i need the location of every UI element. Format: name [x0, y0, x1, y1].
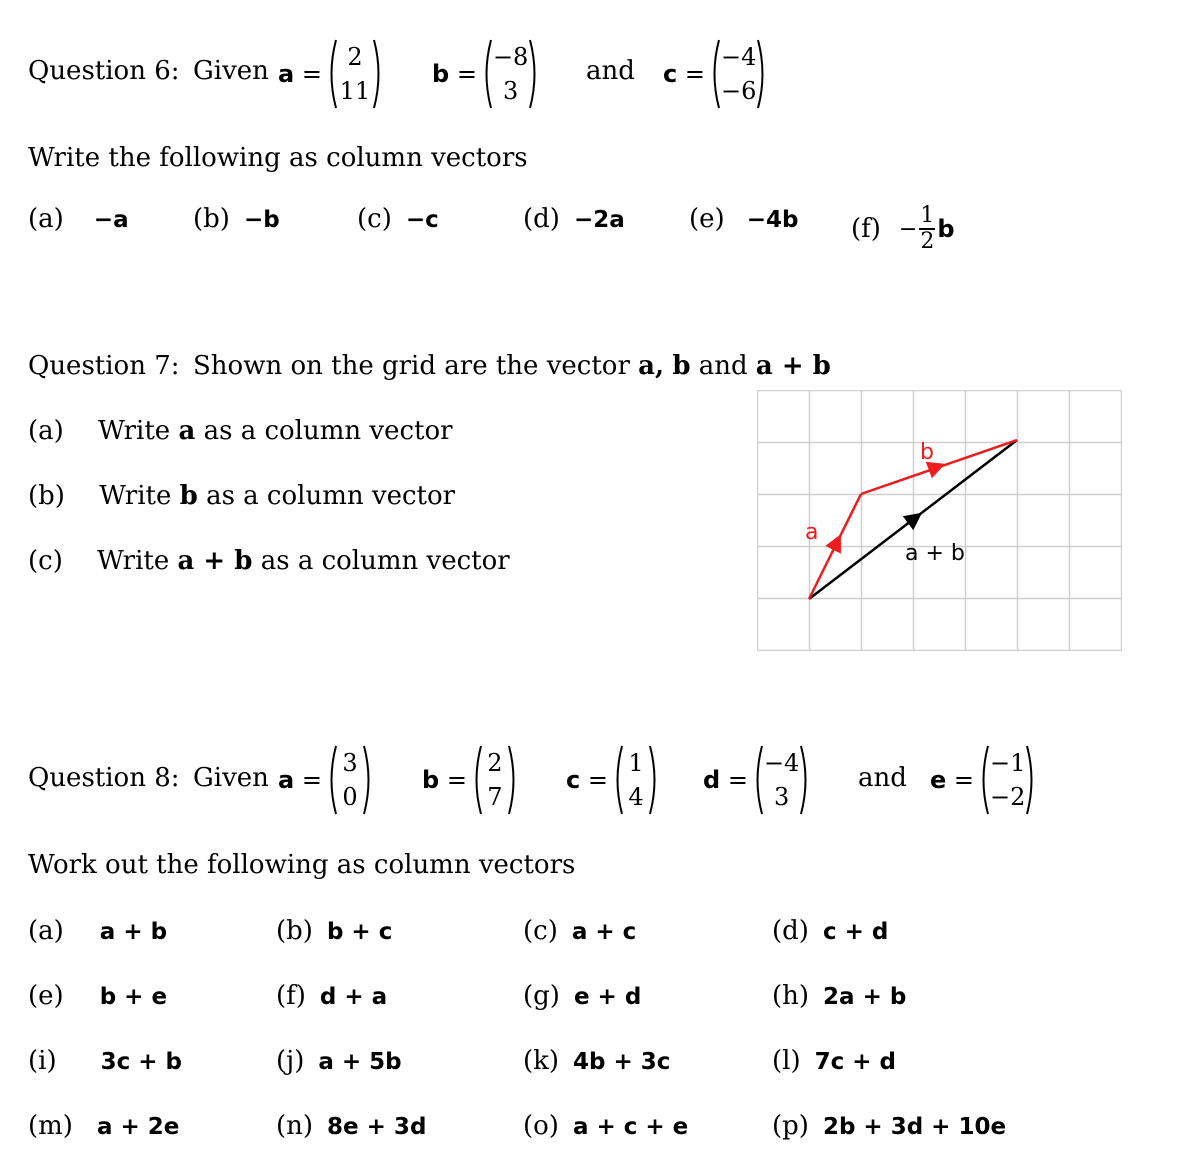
q8-vector-c-bottom: 4 — [628, 783, 644, 811]
q6-vector-c-top: −4 — [720, 43, 757, 71]
q8-part-label: (e) — [28, 981, 64, 1011]
q8-vector-e-name: e — [930, 766, 947, 794]
q6-vector-a-name: a — [278, 60, 295, 88]
left-paren-icon — [612, 744, 624, 816]
q8-part-h — [772, 981, 906, 1011]
q8-vector-e-bottom: −2 — [990, 783, 1026, 811]
q6-part-f-fraction — [919, 204, 935, 254]
left-paren-icon — [471, 744, 483, 816]
q6-part-f-minus: − — [898, 216, 918, 242]
q8-part-expr: c + d — [822, 919, 889, 945]
q6-vector-b: b = −8 3 — [432, 38, 540, 110]
q8-part-d — [772, 916, 888, 946]
q8-vector-b-top: 2 — [487, 749, 503, 777]
q8-vector-c: c = 1 4 — [566, 744, 660, 816]
q6-part-expr: −4b — [746, 207, 799, 233]
right-paren-icon — [1025, 744, 1037, 816]
q7-statement-text: Shown on the grid are the vector — [193, 351, 630, 381]
q7-statement-b: b — [672, 351, 691, 381]
q7-statement-ab: a + b — [755, 351, 831, 381]
q8-part-j — [276, 1046, 402, 1076]
q6-given: Given — [193, 56, 269, 86]
q6-part-expr: −a — [93, 207, 129, 233]
q8-part-label: (a) — [28, 916, 64, 946]
q8-vector-e-top: −1 — [990, 749, 1026, 777]
q7-part-post: as a column vector — [206, 481, 456, 511]
q6-part-a — [28, 204, 129, 234]
q8-vector-e: e = −1 −2 — [930, 744, 1037, 816]
q8-part-expr: a + c + e — [572, 1114, 689, 1140]
right-paren-icon — [799, 744, 811, 816]
q6-part-d — [523, 204, 625, 234]
q8-vector-a-name: a — [278, 766, 295, 794]
q8-title: Question 8: — [28, 763, 180, 793]
q8-vector-a-top: 3 — [342, 749, 358, 777]
q6-part-label: (b) — [193, 204, 230, 234]
vector-a-plus-b-label: a + b — [905, 541, 965, 566]
q8-vector-b: b = 2 7 — [422, 744, 519, 816]
q8-and: and — [858, 763, 907, 793]
q6-part-label: (d) — [523, 204, 560, 234]
q7-part-bold: a + b — [177, 546, 253, 576]
right-paren-icon — [507, 744, 519, 816]
q8-part-l — [772, 1046, 896, 1076]
q8-part-label: (d) — [772, 916, 809, 946]
q7-part-a — [28, 416, 453, 446]
q8-part-label: (g) — [523, 981, 560, 1011]
fraction-numerator: 1 — [920, 203, 935, 228]
q8-part-expr: b + c — [326, 919, 393, 945]
q8-part-expr: 2b + 3d + 10e — [822, 1114, 1007, 1140]
q7-part-bold: b — [179, 481, 198, 511]
q6-vector-b-top: −8 — [492, 43, 529, 71]
q6-part-label: (e) — [689, 204, 725, 234]
q8-vector-c-name: c — [566, 766, 581, 794]
q8-part-expr: 7c + d — [814, 1049, 896, 1075]
q6-part-label: (f) — [851, 214, 881, 244]
q8-part-expr: 4b + 3c — [573, 1049, 671, 1075]
q8-part-g — [523, 981, 641, 1011]
q7-part-label: (b) — [28, 481, 65, 511]
q8-part-a — [28, 916, 167, 946]
vector-b-line — [861, 440, 1017, 494]
q8-part-expr: 3c + b — [100, 1049, 182, 1075]
q8-vector-a: a = 3 0 — [278, 744, 374, 816]
q8-part-e — [28, 981, 167, 1011]
q8-vector-c-top: 1 — [628, 749, 644, 777]
q8-vector-a-bottom: 0 — [342, 783, 358, 811]
q6-instruction: Write the following as column vectors — [28, 143, 528, 173]
left-paren-icon — [326, 744, 338, 816]
q8-part-label: (m) — [28, 1111, 73, 1141]
q6-part-expr: b — [937, 215, 955, 243]
q6-part-expr: −c — [405, 207, 439, 233]
q8-vector-b-name: b — [422, 766, 440, 794]
left-paren-icon — [481, 38, 493, 110]
q8-part-label: (l) — [772, 1046, 801, 1076]
right-paren-icon — [362, 744, 374, 816]
q8-part-k — [523, 1046, 670, 1076]
q6-part-c — [357, 204, 439, 234]
q6-title: Question 6: — [28, 56, 180, 86]
q8-part-label: (i) — [28, 1046, 57, 1076]
q8-given: Given — [193, 763, 269, 793]
right-paren-icon — [528, 38, 540, 110]
q7-part-pre: Write — [99, 481, 172, 511]
vector-grid-diagram — [757, 390, 1122, 651]
q8-vector-d-bottom: 3 — [773, 783, 790, 811]
q7-part-post: as a column vector — [260, 546, 510, 576]
q8-part-m — [28, 1111, 179, 1141]
q6-vector-a-top: 2 — [347, 43, 363, 71]
q6-part-b — [193, 204, 280, 234]
q6-vector-a: a = 2 11 — [278, 38, 384, 110]
q7-statement — [193, 351, 831, 381]
q8-part-f — [276, 981, 387, 1011]
q6-part-f — [851, 204, 955, 254]
q8-part-c — [523, 916, 636, 946]
q8-part-label: (k) — [523, 1046, 560, 1076]
q7-part-b — [28, 481, 455, 511]
q6-part-expr: −2a — [573, 207, 625, 233]
q8-part-expr: a + b — [99, 919, 168, 945]
vector-a-label: a — [805, 520, 819, 545]
q8-part-expr: a + 5b — [318, 1049, 402, 1075]
q6-vector-c-name: c — [663, 60, 678, 88]
q8-part-label: (o) — [523, 1111, 559, 1141]
q8-vector-d: d = −4 3 — [703, 744, 811, 816]
q6-vector-b-bottom: 3 — [502, 77, 519, 105]
q6-and: and — [586, 56, 635, 86]
q6-part-label: (c) — [357, 204, 392, 234]
q7-part-label: (a) — [28, 416, 64, 446]
q7-part-post: as a column vector — [203, 416, 453, 446]
vector-b-label: b — [920, 440, 934, 465]
left-paren-icon — [978, 744, 990, 816]
q8-vector-b-bottom: 7 — [487, 783, 503, 811]
q6-part-expr: −b — [243, 207, 280, 233]
q8-part-label: (f) — [276, 981, 306, 1011]
q8-part-label: (h) — [772, 981, 810, 1011]
right-paren-icon — [372, 38, 384, 110]
fraction-denominator: 2 — [920, 229, 935, 254]
q8-part-expr: a + 2e — [96, 1114, 180, 1140]
right-paren-icon — [756, 38, 768, 110]
q6-part-e — [689, 204, 798, 234]
q8-instruction: Work out the following as column vectors — [28, 850, 576, 880]
q8-vector-d-name: d — [703, 766, 721, 794]
left-paren-icon — [752, 744, 764, 816]
q8-part-o — [523, 1111, 688, 1141]
q6-vector-b-name: b — [432, 60, 450, 88]
q8-part-expr: e + d — [573, 984, 642, 1010]
q7-part-bold: a — [178, 416, 196, 446]
q7-statement-a: a, — [638, 351, 665, 381]
q8-part-label: (n) — [276, 1111, 314, 1141]
q6-part-label: (a) — [28, 204, 64, 234]
q7-part-label: (c) — [28, 546, 63, 576]
q8-part-p — [772, 1111, 1006, 1141]
q8-part-expr: 8e + 3d — [327, 1114, 427, 1140]
q8-part-label: (b) — [276, 916, 313, 946]
q6-vector-a-bottom: 11 — [339, 77, 371, 105]
q7-part-pre: Write — [97, 546, 170, 576]
q8-part-b — [276, 916, 392, 946]
q8-part-expr: a + c — [571, 919, 637, 945]
q8-part-expr: d + a — [319, 984, 388, 1010]
q7-statement-and: and — [698, 351, 748, 381]
q8-part-expr: b + e — [99, 984, 168, 1010]
q8-vector-d-top: −4 — [763, 749, 800, 777]
q8-part-label: (j) — [276, 1046, 305, 1076]
q7-part-c — [28, 546, 510, 576]
q8-part-label: (p) — [772, 1111, 809, 1141]
right-paren-icon — [648, 744, 660, 816]
q8-part-label: (c) — [523, 916, 558, 946]
left-paren-icon — [709, 38, 721, 110]
q6-vector-c-bottom: −6 — [720, 77, 757, 105]
q6-vector-c: c = −4 −6 — [663, 38, 768, 110]
q7-title: Question 7: — [28, 351, 180, 381]
left-paren-icon — [326, 38, 338, 110]
q8-part-n — [276, 1111, 426, 1141]
q8-part-expr: 2a + b — [823, 984, 907, 1010]
q7-part-pre: Write — [98, 416, 171, 446]
q8-part-i — [28, 1046, 182, 1076]
vector-b-arrow-icon — [929, 467, 937, 470]
